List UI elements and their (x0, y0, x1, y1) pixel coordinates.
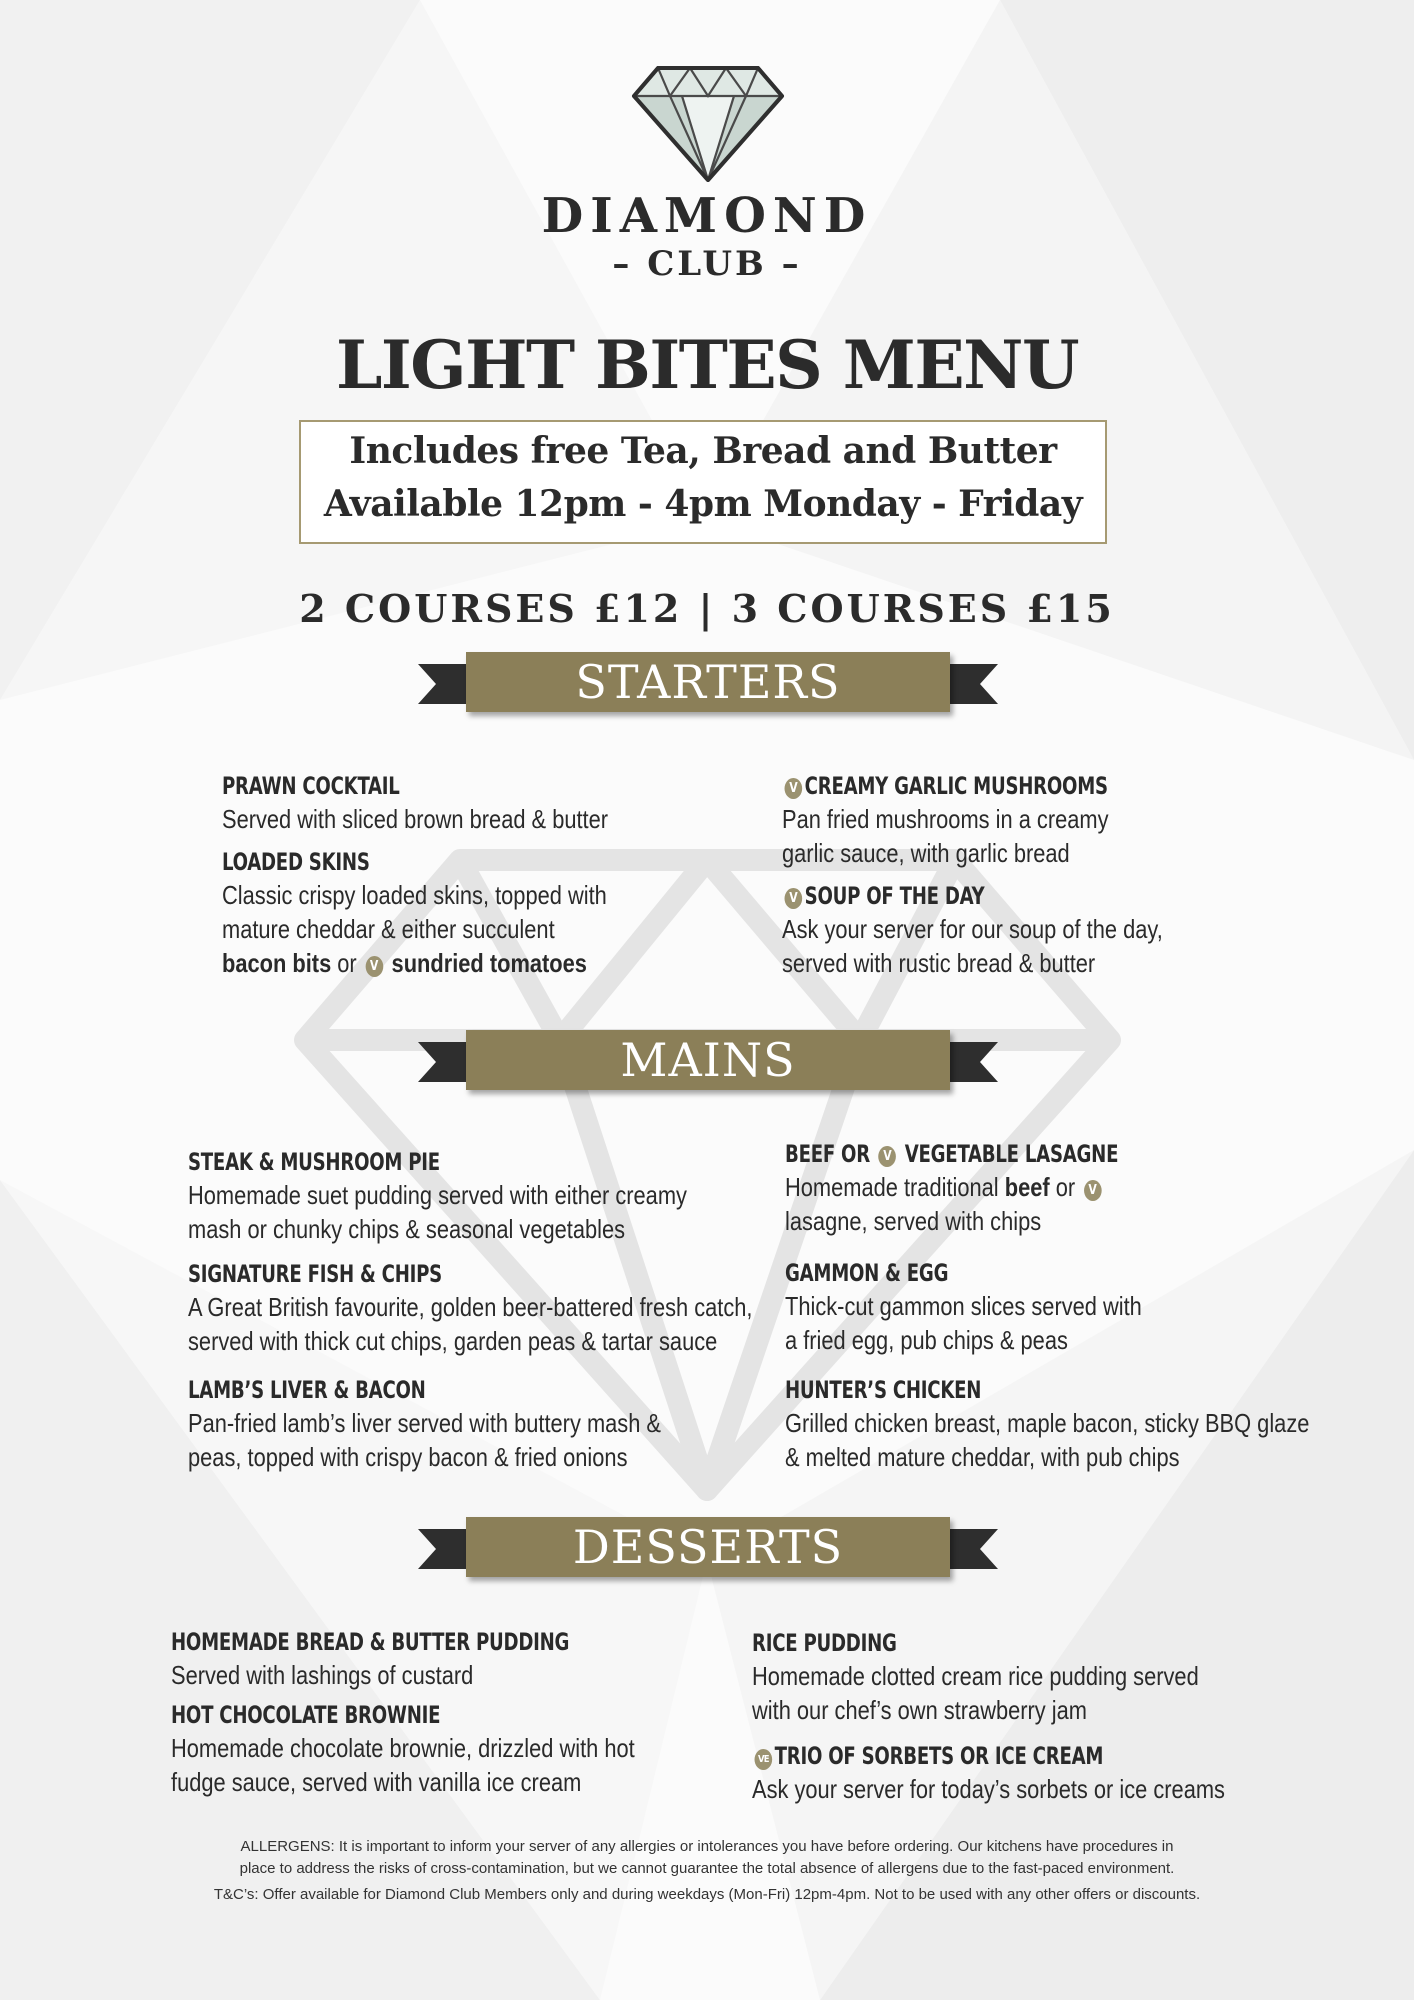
item-desc: Homemade suet pudding served with either creamy (188, 1180, 687, 1210)
item-desc: Ask your server for today’s sorbets or ice creams (752, 1774, 1225, 1804)
item-desc: Served with sliced brown bread & butter (222, 804, 609, 834)
starter-creamy-garlic-mushrooms (782, 772, 1171, 870)
item-desc: served with thick cut chips, garden peas & tartar sauce (188, 1326, 718, 1356)
item-desc: Homemade traditional beef or V (785, 1170, 1118, 1204)
desserts-heading: DESSERTS (466, 1517, 950, 1577)
vegetarian-icon: V (785, 778, 803, 799)
starter-soup-of-the-day (782, 882, 1235, 980)
item-name: HUNTER’S CHICKEN (785, 1376, 982, 1404)
item-desc: & melted mature cheddar, with pub chips (785, 1442, 1180, 1472)
item-name: HOT CHOCOLATE BROWNIE (171, 1701, 441, 1729)
course-prices: 2 COURSES £12 | 3 COURSES £15 (299, 586, 1115, 631)
item-desc: mature cheddar & either succulent (222, 914, 555, 944)
main-lambs-liver-bacon (188, 1376, 751, 1474)
option-bacon: bacon bits (222, 948, 332, 978)
mains-banner (418, 1030, 998, 1096)
item-name: V SOUP OF THE DAY (782, 882, 1163, 910)
dessert-bread-butter-pudding (171, 1628, 645, 1692)
item-name: GAMMON & EGG (785, 1259, 949, 1287)
option-tomatoes: sundried tomatoes (391, 948, 587, 978)
brand-name: DIAMOND (541, 188, 873, 244)
info-box (299, 420, 1107, 544)
item-desc: Pan-fried lamb’s liver served with buttery mash & (188, 1408, 661, 1438)
terms-line: T&C’s: Offer available for Diamond Club Members only and during weekdays (Mon-Fri) 12pm-4pm. Not to be used with any other offers or discounts. (213, 1886, 1201, 1903)
starter-prawn-cocktail (222, 772, 682, 836)
item-desc: mash or chunky chips & seasonal vegetables (188, 1214, 626, 1244)
item-desc: peas, topped with crispy bacon & fried onions (188, 1442, 628, 1472)
main-lasagne (785, 1140, 1182, 1238)
vegan-icon: VE (755, 1749, 773, 1770)
main-gammon-egg (785, 1259, 1210, 1357)
desserts-banner (418, 1517, 998, 1583)
vegetarian-icon: V (365, 956, 383, 977)
menu-title: LIGHT BITES MENU (335, 326, 1079, 404)
item-desc: Homemade chocolate brownie, drizzled with hot (171, 1733, 635, 1763)
item-desc: Pan fried mushrooms in a creamy (782, 804, 1109, 834)
item-desc: Thick-cut gammon slices served with (785, 1291, 1142, 1321)
item-desc: A Great British favourite, golden beer-battered fresh catch, (188, 1292, 753, 1322)
item-desc: Ask your server for our soup of the day, (782, 914, 1163, 944)
item-name: VE TRIO OF SORBETS OR ICE CREAM (752, 1742, 1225, 1770)
item-desc: Grilled chicken breast, maple bacon, sticky BBQ glaze (785, 1408, 1310, 1438)
info-line-2: Available 12pm - 4pm Monday - Friday (323, 483, 1083, 525)
starters-heading: STARTERS (466, 652, 950, 712)
item-desc: fudge sauce, served with vanilla ice cream (171, 1767, 582, 1797)
option-join: or (337, 948, 357, 978)
vegetarian-icon: V (785, 888, 803, 909)
item-desc: lasagne, served with chips (785, 1206, 1042, 1236)
dessert-rice-pudding (752, 1629, 1284, 1727)
item-name: STEAK & MUSHROOM PIE (188, 1148, 440, 1176)
main-hunters-chicken (785, 1376, 1409, 1474)
dessert-hot-chocolate-brownie (171, 1701, 723, 1799)
item-desc: Served with lashings of custard (171, 1660, 474, 1690)
item-name: BEEF OR V VEGETABLE LASAGNE (785, 1140, 1119, 1168)
vegetarian-icon: V (1084, 1180, 1102, 1201)
item-desc: with our chef’s own strawberry jam (752, 1695, 1088, 1725)
item-name: RICE PUDDING (752, 1629, 897, 1657)
starters-banner (418, 652, 998, 718)
vegetarian-icon: V (879, 1146, 897, 1167)
dessert-trio-of-sorbets (752, 1742, 1315, 1806)
main-steak-mushroom-pie (188, 1148, 782, 1246)
brand-sub: – CLUB – (612, 244, 802, 284)
info-line-1: Includes free Tea, Bread and Butter (349, 430, 1057, 472)
allergens-line-2: place to address the risks of cross-contamination, but we cannot guarantee the total absence of allergens due to the fast-paced environment. (239, 1860, 1175, 1877)
starter-loaded-skins (222, 848, 680, 980)
item-desc: served with rustic bread & butter (782, 948, 1096, 978)
item-desc-options (222, 946, 607, 980)
item-name: LOADED SKINS (222, 848, 370, 876)
allergens-line-1: ALLERGENS: It is important to inform your server of any allergies or intolerances you have before ordering. Our kitchens have procedures in (240, 1838, 1174, 1855)
item-name: LAMB’S LIVER & BACON (188, 1376, 426, 1404)
item-desc: Classic crispy loaded skins, topped with (222, 880, 607, 910)
item-name: PRAWN COCKTAIL (222, 772, 400, 800)
diamond-logo-icon (630, 62, 786, 182)
item-name: V CREAMY GARLIC MUSHROOMS (782, 772, 1109, 800)
item-desc: garlic sauce, with garlic bread (782, 838, 1070, 868)
item-name: HOMEMADE BREAD & BUTTER PUDDING (171, 1628, 570, 1656)
mains-heading: MAINS (466, 1030, 950, 1090)
item-desc: Homemade clotted cream rice pudding served (752, 1661, 1199, 1691)
main-signature-fish-chips (188, 1260, 860, 1358)
item-desc: a fried egg, pub chips & peas (785, 1325, 1068, 1355)
item-name: SIGNATURE FISH & CHIPS (188, 1260, 442, 1288)
